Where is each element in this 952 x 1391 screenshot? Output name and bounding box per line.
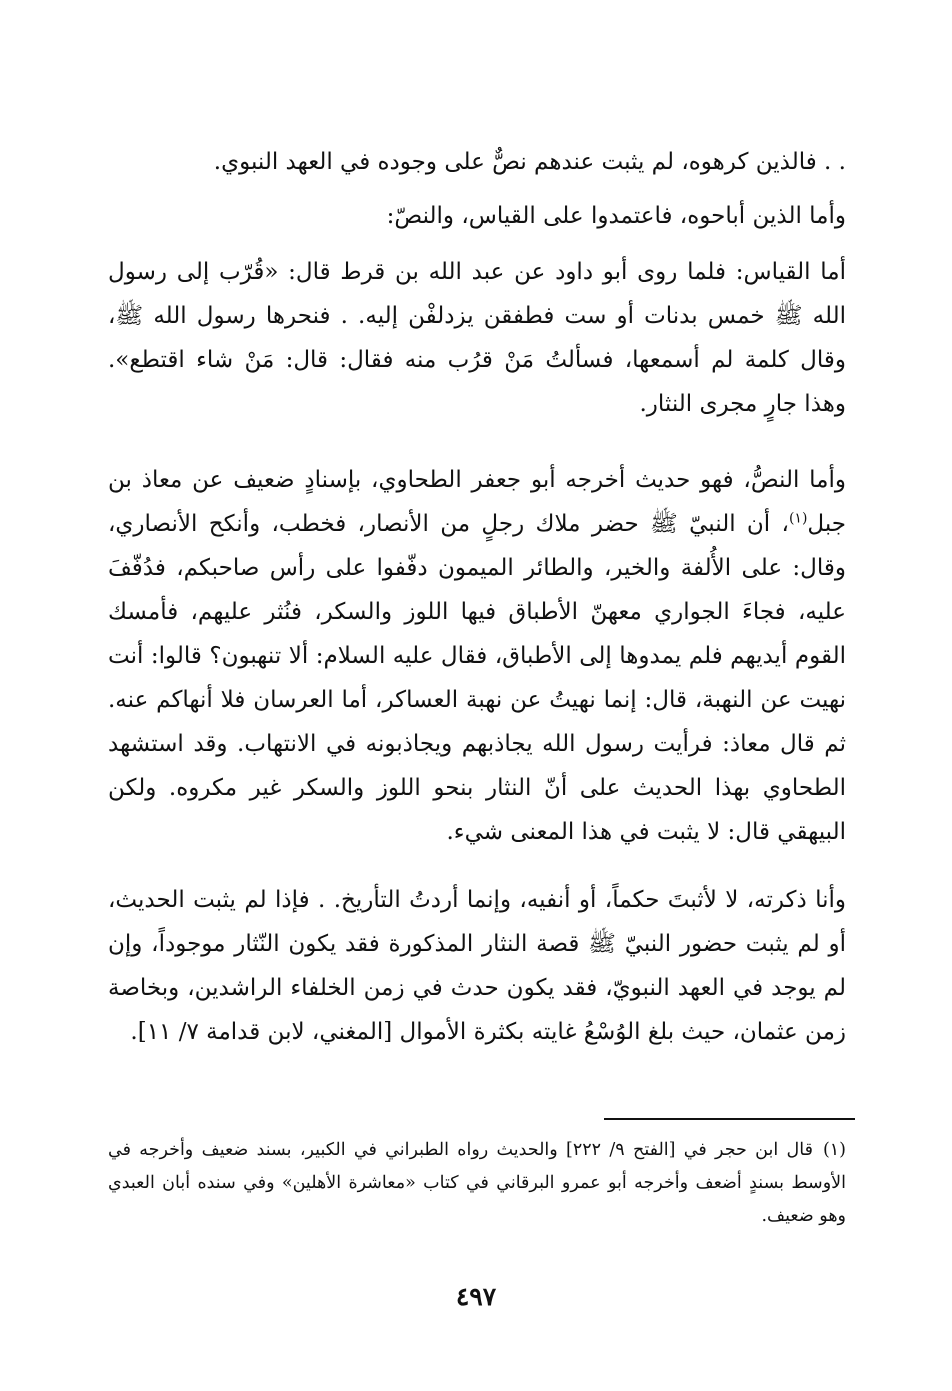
footnote-text: قال ابن حجر في [الفتح ٩/ ٢٢٢] والحديث رواه الطبراني في الكبير، بسند ضعيف وأخرجه في الأوسط بسندٍ أضعف وأخرجه أبو عمرو البرقاني في كتاب «معاشرة الأهلين» وفي سنده أبان العبدي وهو ضعيف. [108, 1140, 846, 1226]
paragraph-4-part-2: ، أن النبيّ ﷺ حضر ملاك رجلٍ من الأنصار، فخطب، وأنكح الأنصاري، وقال: على الأُلفة والخير، والطائر الميمون دفّفوا على رأس صاحبكم، فدُفّفَ عليه، فجاءَ الجواري معهنّ الأطباق فيها اللوز والسكر، فنُثر عليهم، فأمسك القوم أيديهم فلم يمدوها إلى الأطباق، فقال عليه السلام: ألا تنهبون؟ قالوا: أنت نهيت عن النهبة، قال: إنما نهيتُ عن نهبة العساكر، أما العرسان فلا أنهاكم عنه. ثم قال معاذ: فرأيت رسول الله يجاذبهم ويجاذبونه في الانتهاب. وقد استشهد الطحاوي بهذا الحديث على أنّ النثار بنحو اللوز والسكر غير مكروه. ولكن البيهقي قال: لا يثبت في هذا المعنى شيء. [108, 511, 846, 845]
paragraph-2: وأما الذين أباحوه، فاعتمدوا على القياس، والنصّ: [386, 203, 846, 229]
footnote-divider [604, 1118, 855, 1120]
footnote-reference: (١) [788, 510, 808, 527]
paragraph-5: وأنا ذكرته، لا لأثبتَ حكماً، أو أنفيه، وإنما أردتُ التأريخ. . فإذا لم يثبت الحديث، أو لم يثبت حضور النبيّ ﷺ قصة النثار المذكورة فقد يكون النّثار موجوداً، وإن لم يوجد في العهد النبويّ، فقد يكون حدث في زمن الخلفاء الراشدين، وبخاصة زمن عثمان، حيث بلغ الوُسْعُ غايته بكثرة الأموال [المغني، لابن قدامة ٧/ ١١]. [108, 887, 846, 1045]
footnote-marker: (١) [822, 1140, 846, 1160]
paragraph-4-part-1: وأما النصُّ، فهو حديث أخرجه أبو جعفر الطحاوي، بإسنادٍ ضعيف عن معاذ بن جبل [108, 467, 846, 537]
paragraph-1: . . فالذين كرهوه، لم يثبت عندهم نصٌّ على وجوده في العهد النبوي. [213, 149, 846, 175]
paragraph-3: أما القياس: فلما روى أبو داود عن عبد الله بن قرط قال: «قُرّب إلى رسول الله ﷺ خمس بدنات أو ست فطفقن يزدلفْن إليه. . فنحرها رسول الله ﷺ، وقال كلمة لم أسمعها، فسألتُ مَنْ قرُب منه فقال: قال: مَنْ شاء اقتطع». وهذا جارٍ مجرى النثار. [108, 259, 846, 417]
footnote [108, 1134, 846, 1233]
page-number: ٤٩٧ [455, 1282, 497, 1311]
paragraph-4 [108, 458, 846, 854]
